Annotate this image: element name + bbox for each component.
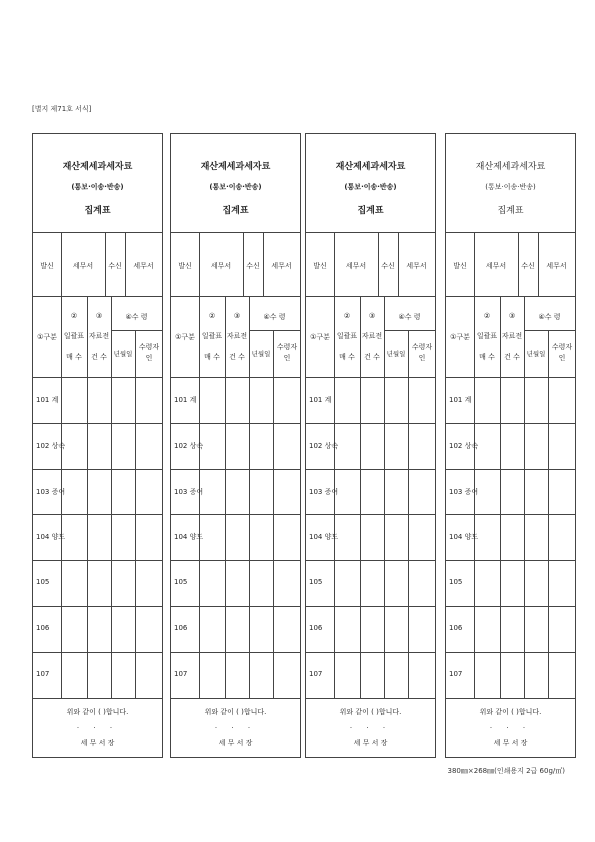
row-label: 101 계	[36, 396, 59, 404]
summary-slip	[170, 133, 301, 758]
col-receipt-date: 년월일	[386, 350, 406, 358]
row-label: 106	[36, 624, 50, 632]
confirm-text: 위와 같이 ( )합니다.	[66, 708, 129, 716]
divider	[306, 423, 435, 424]
tax-office-chief: 세 무 서 장	[493, 739, 528, 747]
receiver-office-field[interactable]: 세무서	[546, 262, 567, 270]
col-receiver-name: 수령자인	[276, 343, 298, 362]
col-batch-no: ②	[343, 312, 351, 320]
sender-office-field[interactable]: 세무서	[345, 262, 367, 270]
row-label: 102 상속	[309, 441, 339, 450]
slip-title-box	[33, 134, 162, 233]
col-receipt-header: ④수 령	[125, 313, 148, 321]
divider	[306, 560, 435, 561]
divider	[306, 606, 435, 607]
col-category-header: ①구분	[175, 333, 195, 341]
slip-subtitle: (통보·이송·반송)	[209, 183, 262, 191]
divider	[171, 560, 300, 561]
row-label: 101 계	[449, 396, 472, 404]
slip-subtitle: (통보·이송·반송)	[344, 183, 397, 191]
col-receipt-date: 년월일	[113, 350, 133, 358]
sender-label: 발신	[40, 262, 54, 270]
divider	[446, 423, 575, 424]
date-field[interactable]: . . .	[349, 722, 392, 730]
divider	[306, 698, 435, 699]
row-label: 104 양도	[36, 533, 66, 542]
divider	[171, 296, 300, 297]
divider	[171, 606, 300, 607]
col-batch-label: 일괄표	[63, 332, 85, 340]
divider	[249, 330, 300, 331]
row-label: 104 양도	[309, 533, 339, 542]
divider	[33, 514, 162, 515]
sender-label: 발신	[453, 262, 467, 270]
date-field[interactable]: . . .	[489, 722, 532, 730]
col-batch-unit: 매 수	[204, 353, 220, 361]
row-label: 103 증여	[174, 487, 204, 496]
slip-title-2: 집계표	[357, 206, 384, 216]
divider	[446, 560, 575, 561]
row-label: 107	[174, 669, 188, 678]
row-label: 103 증여	[36, 487, 66, 496]
row-label: 105	[174, 578, 188, 587]
divider	[306, 469, 435, 470]
col-batch-unit: 매 수	[479, 353, 495, 361]
divider	[33, 698, 162, 699]
confirm-text: 위와 같이 ( )합니다.	[339, 708, 402, 716]
col-data-unit: 건 수	[229, 353, 245, 361]
divider	[33, 423, 162, 424]
col-receipt-date: 년월일	[526, 350, 546, 358]
divider	[171, 652, 300, 653]
col-batch-no: ②	[483, 312, 491, 320]
col-receipt-header: ④수 령	[398, 313, 421, 321]
row-label: 106	[309, 624, 323, 632]
slip-title: 재산제세과세자료	[62, 162, 133, 172]
row-label: 102 상속	[174, 441, 204, 450]
col-data-label: 자료전	[361, 332, 383, 340]
summary-slip	[305, 133, 436, 758]
col-receipt-header: ④수 령	[263, 313, 286, 321]
tax-office-chief: 세 무 서 장	[80, 739, 115, 747]
slip-title-box	[171, 134, 300, 233]
slip-title-2: 집계표	[222, 206, 249, 216]
col-batch-unit: 매 수	[66, 353, 82, 361]
summary-slip	[445, 133, 576, 758]
row-label: 106	[174, 624, 188, 632]
paper-spec: 380㎜×268㎜(인쇄용지 2급 60g/㎡)	[447, 767, 565, 775]
col-batch-label: 일괄표	[201, 332, 223, 340]
col-batch-no: ②	[208, 312, 216, 320]
divider	[33, 469, 162, 470]
receiver-label: 수신	[381, 262, 395, 270]
tax-office-chief: 세 무 서 장	[218, 739, 253, 747]
col-receipt-header: ④수 령	[538, 313, 561, 321]
slip-title: 재산제세과세자료	[475, 162, 546, 172]
col-receiver-name: 수령자인	[411, 343, 433, 362]
divider	[171, 514, 300, 515]
sender-label: 발신	[313, 262, 327, 270]
sender-office-field[interactable]: 세무서	[210, 262, 232, 270]
divider	[171, 423, 300, 424]
row-label: 107	[309, 669, 323, 678]
divider	[306, 514, 435, 515]
row-label: 107	[36, 669, 50, 678]
row-label: 107	[449, 669, 463, 678]
divider	[306, 377, 435, 378]
row-label: 103 증여	[449, 487, 479, 496]
col-data-unit: 건 수	[364, 353, 380, 361]
col-data-no: ③	[508, 312, 516, 320]
col-receiver-name: 수령자인	[138, 343, 160, 362]
col-receiver-name: 수령자인	[551, 343, 573, 362]
row-label: 102 상속	[449, 441, 479, 450]
col-data-label: 자료전	[88, 332, 110, 340]
slip-title: 재산제세과세자료	[200, 162, 271, 172]
divider	[446, 698, 575, 699]
col-category-header: ①구분	[310, 333, 330, 341]
receiver-office-field[interactable]: 세무서	[406, 262, 427, 270]
divider	[33, 606, 162, 607]
col-data-unit: 건 수	[91, 353, 107, 361]
receiver-label: 수신	[246, 262, 260, 270]
col-data-label: 자료전	[226, 332, 248, 340]
summary-slip	[32, 133, 163, 758]
divider	[171, 377, 300, 378]
slip-subtitle: (통보·이송·반송)	[485, 183, 536, 191]
receiver-label: 수신	[108, 262, 122, 270]
row-label: 105	[36, 578, 50, 587]
row-label: 101 계	[309, 396, 332, 404]
divider	[446, 296, 575, 297]
slip-title-2: 집계표	[84, 206, 111, 216]
divider	[306, 296, 435, 297]
row-label: 104 양도	[174, 533, 204, 542]
slip-title-box	[306, 134, 435, 233]
divider	[171, 698, 300, 699]
receiver-label: 수신	[521, 262, 535, 270]
col-data-no: ③	[95, 312, 103, 320]
row-label: 105	[449, 578, 463, 587]
divider	[33, 560, 162, 561]
divider	[446, 469, 575, 470]
col-batch-label: 일괄표	[336, 332, 358, 340]
col-batch-label: 일괄표	[476, 332, 498, 340]
sender-label: 발신	[178, 262, 192, 270]
sender-office-field[interactable]: 세무서	[485, 262, 507, 270]
row-label: 102 상속	[36, 441, 66, 450]
divider	[33, 296, 162, 297]
divider	[111, 330, 162, 331]
slip-title-2: 집계표	[497, 206, 524, 216]
row-label: 103 증여	[309, 487, 339, 496]
col-data-label: 자료전	[501, 332, 523, 340]
col-category-header: ①구분	[450, 333, 470, 341]
row-label: 104 양도	[449, 533, 479, 542]
slip-title: 재산제세과세자료	[335, 162, 406, 172]
divider	[33, 377, 162, 378]
col-data-no: ③	[233, 312, 241, 320]
divider	[171, 469, 300, 470]
divider	[33, 652, 162, 653]
date-field[interactable]: . . .	[76, 722, 119, 730]
slip-title-box	[446, 134, 575, 233]
col-category-header: ①구분	[37, 333, 57, 341]
col-data-unit: 건 수	[504, 353, 520, 361]
col-data-no: ③	[368, 312, 376, 320]
divider	[384, 330, 435, 331]
tax-office-chief: 세 무 서 장	[353, 739, 388, 747]
slip-subtitle: (통보·이송·반송)	[71, 183, 124, 191]
row-label: 105	[309, 578, 323, 587]
row-label: 101 계	[174, 396, 197, 404]
col-batch-unit: 매 수	[339, 353, 355, 361]
divider	[446, 377, 575, 378]
confirm-text: 위와 같이 ( )합니다.	[204, 708, 267, 716]
col-receipt-date: 년월일	[251, 350, 271, 358]
divider	[446, 606, 575, 607]
row-label: 106	[449, 624, 463, 632]
receiver-office-field[interactable]: 세무서	[271, 262, 292, 270]
divider	[446, 652, 575, 653]
divider	[446, 514, 575, 515]
col-batch-no: ②	[70, 312, 78, 320]
receiver-office-field[interactable]: 세무서	[133, 262, 154, 270]
divider	[306, 652, 435, 653]
date-field[interactable]: . . .	[214, 722, 257, 730]
sender-office-field[interactable]: 세무서	[72, 262, 94, 270]
form-number: [별지 제71호 서식]	[32, 105, 92, 113]
confirm-text: 위와 같이 ( )합니다.	[479, 708, 542, 716]
divider	[524, 330, 575, 331]
